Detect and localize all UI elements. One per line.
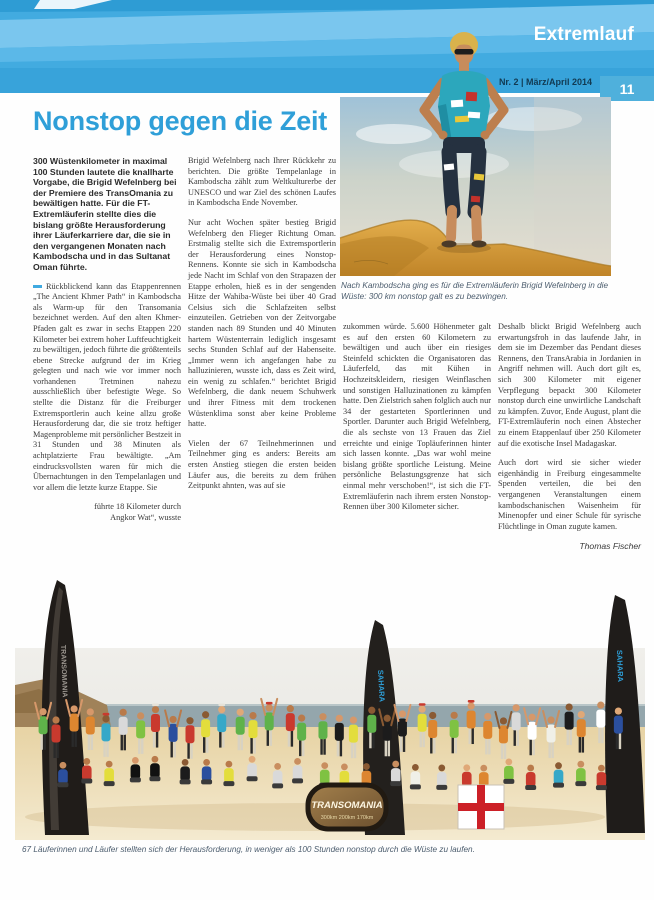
article-intro: 300 Wüstenkilometer in maximal 100 Stunden lautete die knallharte Vorgabe, die Brigid Wefelnberg bei der Premiere des TransOmania zu bewältigen hatte. Für die FT-Extremläuferin stellte dies die bislang größte Herausforderung ihrer Läuferkarriere dar, die sie in den vergangenen Monaten nach Kambodscha und in das Sultanat Oman führte. xyxy=(33,156,177,272)
sponsor-patch xyxy=(474,173,485,180)
text-column-4 xyxy=(498,322,641,552)
paragraph-line: Angkor Wat“, wusste xyxy=(110,513,181,522)
issue-date: Nr. 2 | März/April 2014 xyxy=(498,77,592,87)
author-byline: Thomas Fischer xyxy=(579,541,641,552)
paragraph-line: führte 18 Kilometer durch xyxy=(94,502,181,512)
cloud xyxy=(356,124,432,144)
red-cross-flag xyxy=(458,785,504,829)
transomania-sign xyxy=(308,785,386,829)
article-title: Nonstop gegen die Zeit xyxy=(33,106,328,136)
runner-photo-caption: Nach Kambodscha ging es für die Extremläuferin Brigid Wefelnberg in die Wüste: 300 km nonstop galt es zu bezwingen. xyxy=(341,281,608,301)
sandal xyxy=(442,241,457,248)
sponsor-patch xyxy=(471,196,480,203)
sunglasses xyxy=(455,49,474,55)
flag-label: TRANSOMANIA xyxy=(59,644,68,698)
text-column-3 xyxy=(343,322,491,522)
sponsor-patch xyxy=(466,92,477,102)
group-photo xyxy=(15,555,645,840)
paragraph: Deshalb blickt Brigid Wefelnberg auch erwartungsfroh in das laufende Jahr, in dem sie im Dezember das Pendant dieses Rennens, den TransArabia in Jordanien in Angriff nehmen will. Auch dort gilt es, sich 300 Kilometer mit eigener Verpflegung bepackt 300 Kilometer nonstop durch eine unwirtliche Landschaft zu kämpfen. Zuvor, Ende August, plant die FT-Extremläuferin noch einen Abstecher zu einem Etappenlauf über 250 Kilometer auf die exotische Insel Madagaskar. xyxy=(498,322,641,448)
section-label: Extremlauf xyxy=(533,24,634,45)
paragraph: Rückblickend kann das Etappenrennen „The Ancient Khmer Path“ in Kambodscha als Warm-up für den Transomania bezeichnet werden. Auf den alten Khmer-Pfaden galt es zwar in sechs Etappen 220 Kilometer bei extrem hoher Luftfeuchtigkeit zu bewältigen, jedoch führte die größtenteils ebene Strecke aufgrund der im Krieg gelegten und nach wie vor immer noch vorhandenen Tretminen nahezu ausschließlich über befestigte Wege. So stellte die Distanz für die Freiburger Extremsportlerin auch keine allzu große Herausforderung dar, die sie trotz heftiger Magenprobleme mit persönlicher Bestzeit in 31 Stunden und 38 Minuten als achtplatzierte Frau bewältigte. „Am eindrucksvollsten waren für mich die Übernachtungen in den Tempelanlagen und vor allem die letzte kurze Etappe. Sie xyxy=(33,281,181,492)
flag-label: SAHARA xyxy=(615,649,626,683)
paragraph: Brigid Wefelnberg nach Ihrer Rückkehr zu berichten. Die größte Tempelanlage in Kambodscha zählt zum Weltkulturerbe der UNESCO und war Ziel des schönen Laufes in Kambodscha Ende November. xyxy=(188,156,336,208)
paragraph: zukommen würde. 5.600 Höhenmeter galt es auf den ersten 60 Kilometern zu bewältigen und auch über ein riesiges Steinfeld schickten die Organisatoren das Läuferfeld, das mit Kühen in Hochzeitskleidern, riesigen Weinflaschen und sonstigen Halluzinationen zu kämpfen hatte. Den Zielstrich sahen folglich auch nur 34 der gestarteten Sportlerinnen und Sportler. Darunter auch Brigid Wefelnberg, die als sechste von 13 Frauen das Ziel erreichte und einige Topläuferinnen hinter sich lassen konnte. „Das war wohl meine bislang größte sportliche Leistung. Meine persönliche Belastungsgrenze hat sich einmal mehr verschoben!“, ist sich die FT-Extremläuferin nach ihrem ersten Nonstop-Rennen über 300 Kilometer sicher. xyxy=(343,322,491,512)
sponsor-patch xyxy=(451,100,463,108)
sponsor-patch xyxy=(468,112,480,119)
paragraph: Nur acht Wochen später bestieg Brigid Wefelnberg den Flieger Richtung Oman. Erstmalig stellte sich die Extremsportlerin der Herausforderung eines Nonstop-Rennens. Konnte sie sich in Kambodscha jede Nacht im Schlaf von den Strapazen der Etappe erholen, hieß es in der sengenden Hitze der Wahiba-Wüste bei über 40 Grad Celsius sich die Schlafzeiten selbst einzuteilen. Getrieben von der Zeitvorgabe standen nach 89 Stunden und 40 Minuten hartem Wüstenterrain lediglich insgesamt sechs Stunden Schlaf auf der Habenseite. „Immer wenn ich angefangen habe zu halluzinieren, wusste ich, dass es Zeit wird, ein wenig zu schlafen.“ berichtet Brigid Wefelnberg, die dank neuem Schuhwerk und ihrer Fitness mit dem trockenen Wüstenklima sonst aber keine Probleme hatte. xyxy=(188,217,336,429)
flag-label: SAHARA xyxy=(376,669,387,703)
text-column-2 xyxy=(188,156,336,501)
sponsor-patch xyxy=(455,116,469,123)
right-leg xyxy=(475,152,479,212)
runner-photo xyxy=(334,24,614,277)
left-leg xyxy=(449,152,453,212)
text-column-1 xyxy=(33,156,181,524)
sandal xyxy=(472,241,487,248)
sign-title: TRANSOMANIA xyxy=(311,800,383,811)
group-photo-caption: 67 Läuferinnen und Läufer stellten sich der Herausforderung, in weniger als 100 Stunden nonstop durch die Wüste zu laufen. xyxy=(22,845,475,854)
paragraph: Auch dort wird sie sicher wieder eigenhändig in Freiburg eingesammelte Spenden verteilen, die bei den vergangenen Veranstaltungen einem kambodschanischen Waisenheim für Minenopfer und einer Schule für syrische Flüchtlinge in Oman zugute kamen. xyxy=(498,458,641,531)
page-number: 11 xyxy=(619,80,635,97)
sign-distances: 300km 200km 170km xyxy=(320,815,374,821)
sponsor-patch xyxy=(444,163,455,170)
paragraph: Vielen der 67 Teilnehmerinnen und Teilnehmer ging es anders: Bereits am ersten Anstieg stiegen die ersten beiden Läufer aus, die bereits zu dem frühen Zeitpunkt ahnten, was auf sie xyxy=(188,438,336,491)
paragraph-dash-icon xyxy=(33,285,42,288)
